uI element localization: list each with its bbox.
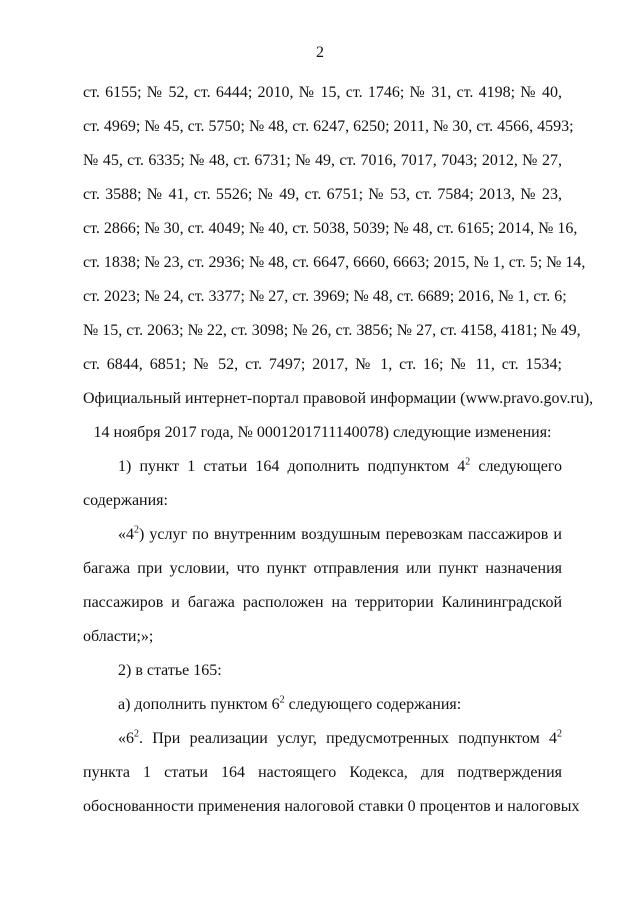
text-line: ст. 2023; № 24, ст. 3377; № 27, ст. 3969; № 48, ст. 6689; 2016, № 1, ст. 6; — [83, 288, 567, 305]
quote-1-line: багажа при условии, что пункт отправления или пункт назначения — [83, 560, 562, 577]
text-line: № 15, ст. 2063; № 22, ст. 3098; № 26, ст. 3856; № 27, ст. 4158, 4181; № 49, — [83, 322, 581, 339]
quote-2-line: пункта 1 статьи 164 настоящего Кодекса, для подтверждения — [83, 764, 562, 781]
text-line: № 45, ст. 6335; № 48, ст. 6731; № 49, ст. 7016, 7017, 7043; 2012, № 27, — [83, 152, 562, 169]
text-line: ст. 6155; № 52, ст. 6444; 2010, № 15, ст. 1746; № 31, ст. 4198; № 40, — [83, 84, 562, 101]
quote-2-open: «6 — [118, 730, 134, 747]
text-line: ст. 3588; № 41, ст. 5526; № 49, ст. 6751; № 53, ст. 7584; 2013, № 23, — [83, 186, 562, 203]
item-2a-text: а) дополнить пунктом 6 — [118, 696, 280, 713]
item-1-line-2: содержания: — [83, 492, 168, 509]
quote-2-line — [118, 729, 562, 749]
quote-1-line: области;»; — [83, 628, 154, 645]
text-line: 14 ноября 2017 года, № 0001201711140078) следующие изменения: — [93, 424, 552, 441]
item-1-text-end: следующего — [470, 458, 562, 475]
item-2-line: 2) в статье 165: — [118, 662, 222, 679]
text-line: ст. 4969; № 45, ст. 5750; № 48, ст. 6247, 6250; 2011, № 30, ст. 4566, 4593; — [83, 118, 574, 135]
quote-1-line — [118, 525, 562, 545]
superscript: 2 — [279, 694, 285, 706]
quote-2-text: . При реализации услуг, предусмотренных подпунктом 4 — [139, 730, 557, 747]
item-1-line — [118, 457, 562, 477]
quote-1-open: «4 — [118, 526, 134, 543]
superscript: 2 — [557, 728, 562, 740]
quote-2-line: обоснованности применения налоговой ставки 0 процентов и налоговых — [83, 798, 580, 815]
page-number: 2 — [316, 44, 324, 61]
superscript: 2 — [465, 456, 471, 468]
text-line: ст. 1838; № 23, ст. 2936; № 48, ст. 6647, 6660, 6663; 2015, № 1, ст. 5; № 14, — [83, 254, 586, 271]
text-line: ст. 2866; № 30, ст. 4049; № 40, ст. 5038, 5039; № 48, ст. 6165; 2014, № 16, — [83, 220, 578, 237]
item-2a-line — [118, 695, 461, 715]
superscript: 2 — [134, 524, 139, 536]
quote-1-line: пассажиров и багажа расположен на территории Калининградской — [83, 594, 562, 611]
item-1-text: 1) пункт 1 статьи 164 дополнить подпунктом 4 — [118, 458, 466, 475]
text-line: Официальный интернет-портал правовой информации (www.pravo.gov.ru), — [83, 390, 594, 407]
text-line: ст. 6844, 6851; № 52, ст. 7497; 2017, № 1, ст. 16; № 11, ст. 1534; — [83, 356, 562, 373]
quote-1-text: ) услуг по внутренним воздушным перевозкам пассажиров и — [139, 526, 562, 543]
superscript: 2 — [134, 728, 139, 740]
item-2a-text-end: следующего содержания: — [284, 696, 462, 713]
